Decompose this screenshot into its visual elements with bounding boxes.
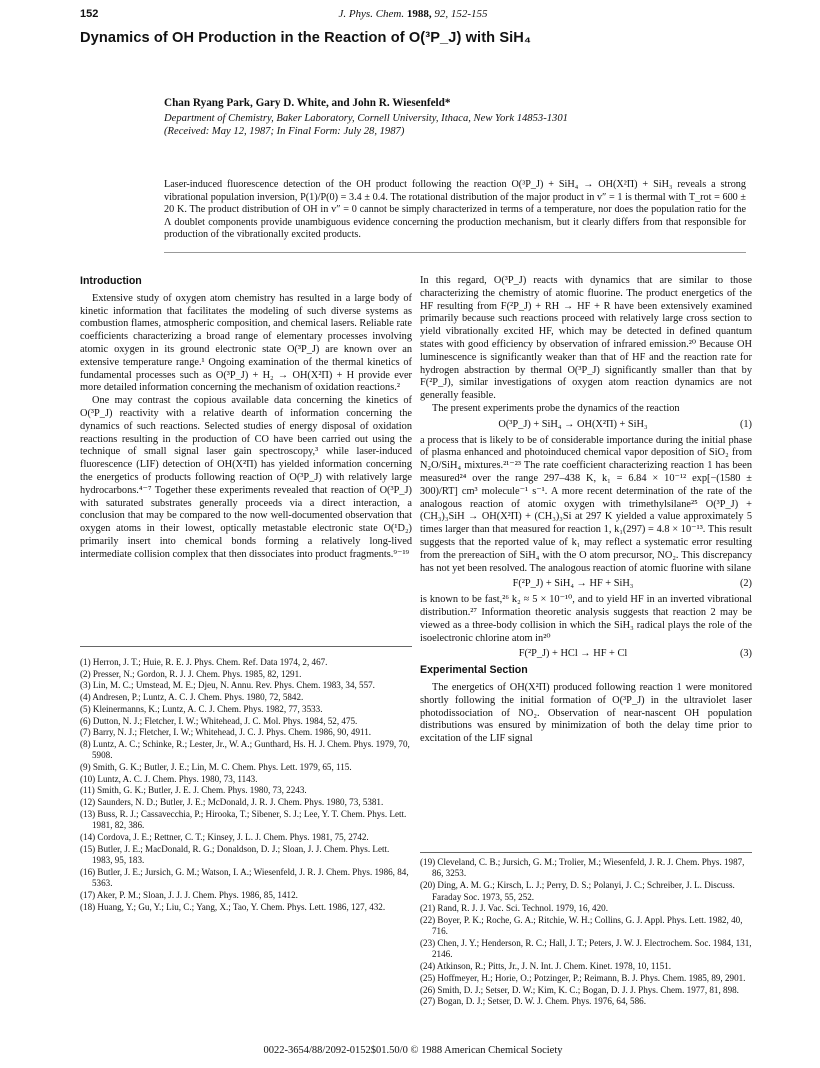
affiliation-block: [164, 112, 724, 138]
equation-2-number: (2): [739, 578, 752, 590]
author-list: Chan Ryang Park, Gary D. White, and John R. Wiesenfeld*: [164, 97, 451, 109]
article-title: Dynamics of OH Production in the Reaction of O(³P_J) with SiH₄: [80, 30, 532, 46]
journal-citation: [80, 8, 746, 20]
equation-3-number: (3): [739, 648, 752, 660]
introduction-paragraph-2: One may contrast the copious available data concerning the kinetics of O(³P_J) reactivity with a relative dearth of information concerning the dynamics of such reactions. Selected studies of energy disposal of oxidation reactions resulting in the production of CO have been carried out using the technique of small signal laser gain spectroscopy,³ while laser-induced fluorescence (LIF) detection of OH(X²Π) has yielded information concerning the energetics of products following reaction of O(³P_J) with relatively large hydrocarbons.⁴⁻⁷ Together these experiments revealed that reaction of O(³P_J) with saturated substrates generally proceeds via a direct interaction, a conclusion that may be compared to the now well-documented observation that oxygen atoms in their lowest, optically metastable electronic state O(¹D₂) primarily insert into chemical bonds forming a relatively long-lived intermediate collision complex that then dissociates into product fragments.⁹⁻¹⁹: [80, 395, 412, 560]
reference-item: (23) Chen, J. Y.; Henderson, R. C.; Hall, J. T.; Peters, J. W. J. Electrochem. Soc. 1984, 131, 2146.: [420, 938, 752, 960]
equation-3: [420, 648, 752, 661]
equation-3-expression: F(²P_J) + HCl → HF + Cl: [518, 648, 628, 660]
right-paragraph-5: The energetics of OH(X²Π) produced following reaction 1 were monitored shortly following the initial formation of O(³P_J) in the ultraviolet laser photodissociation of NO₂. Observation of near-nascent OH population distributions was ensured by minimization of both the delay time prior to excitation of the LIF signal: [420, 681, 752, 745]
received-dates: (Received: May 12, 1987; In Final Form: July 28, 1987): [164, 126, 405, 137]
reference-item: (10) Luntz, A. C. J. Chem. Phys. 1980, 73, 1143.: [80, 773, 258, 784]
reference-item: (24) Atkinson, R.; Pitts, Jr., J. N. Int. J. Chem. Kinet. 1978, 10, 1151.: [420, 961, 672, 972]
running-header: [80, 8, 746, 26]
introduction-heading: Introduction: [80, 275, 142, 287]
reference-item: (16) Butler, J. E.; Jursich, G. M.; Watson, I. A.; Wiesenfeld, J. R. J. Chem. Phys. 1986, 84, 5363.: [80, 866, 409, 889]
equation-1: [420, 419, 752, 432]
left-column: [80, 275, 412, 562]
introduction-paragraph-1: Extensive study of oxygen atom chemistry has resulted in a large body of kinetic information that facilitates the modeling of such diverse systems as combustion flames, atmospheric composition, and chemical lasers. Reliable rate coefficients characterizing a broad range of elementary processes involving atomic oxygen in its ground electronic state O(³P_J) are known over an extensive temperature range.¹ Ongoing examination of the thermal kinetics of fundamental processes such as O(³P_J) + H₂ → OH(X²Π) + H provide ever more detailed information concerning the mechanism of oxidation reactions.²: [80, 292, 412, 394]
reference-item: (21) Rand, R. J. J. Vac. Sci. Technol. 1979, 16, 420.: [420, 903, 608, 914]
right-column: [420, 275, 752, 746]
reference-item: (15) Butler, J. E.; MacDonald, R. G.; Donaldson, D. J.; Sloan, J. J. Chem. Phys. Lett. 1983, 95, 183.: [80, 843, 390, 866]
reference-item: (25) Hoffmeyer, H.; Horie, O.; Potzinger, P.; Reimann, B. J. Phys. Chem. 1985, 89, 2901.: [420, 972, 746, 983]
reference-item: (27) Bogan, D. J.; Setser, D. W. J. Chem. Phys. 1976, 64, 586.: [420, 996, 646, 1007]
reference-item: (20) Ding, A. M. G.; Kirsch, L. J.; Perry, D. S.; Polanyi, J. C.; Schreiber, J. L. Discuss. Faraday Soc. 1973, 55, 252.: [420, 880, 735, 902]
reference-item: (11) Smith, G. K.; Butler, J. E. J. Chem. Phys. 1980, 73, 2243.: [80, 785, 307, 796]
journal-year: 1988,: [406, 8, 432, 20]
reference-item: (9) Smith, G. K.; Butler, J. E.; Lin, M. C. Chem. Phys. Lett. 1979, 65, 115.: [80, 762, 352, 773]
reference-item: (14) Cordova, J. E.; Rettner, C. T.; Kinsey, J. L. J. Chem. Phys. 1981, 75, 2742.: [80, 831, 369, 842]
page-number: 152: [80, 8, 99, 20]
abstract-divider: [164, 252, 746, 253]
journal-volume-pages: 92, 152-155: [434, 8, 488, 20]
reference-item: (5) Kleinermanns, K.; Luntz, A. C. J. Chem. Phys. 1982, 77, 3533.: [80, 703, 323, 714]
references-left: [80, 646, 412, 913]
journal-name: J. Phys. Chem.: [338, 8, 405, 20]
reference-item: (26) Smith, D. J.; Setser, D. W.; Kim, K. C.; Bogan, D. J. J. Phys. Chem. 1977, 81, 898.: [420, 984, 739, 995]
experimental-heading: Experimental Section: [420, 664, 528, 677]
reference-item: (12) Saunders, N. D.; Butler, J. E.; McDonald, J. R. J. Chem. Phys. 1980, 73, 5381.: [80, 797, 384, 808]
references-right: [420, 852, 752, 1008]
reference-item: (18) Huang, Y.; Gu, Y.; Liu, C.; Yang, X.; Tao, Y. Chem. Phys. Lett. 1986, 127, 432.: [80, 901, 386, 912]
reference-item: (4) Andresen, P.; Luntz, A. C. J. Chem. Phys. 1980, 72, 5842.: [80, 692, 304, 703]
affiliation: Department of Chemistry, Baker Laboratory, Cornell University, Ithaca, New York 14853-1301: [164, 113, 568, 124]
reference-item: (2) Presser, N.; Gordon, R. J. J. Chem. Phys. 1985, 82, 1291.: [80, 668, 302, 679]
equation-1-expression: O(³P_J) + SiH₄ → OH(X²Π) + SiH₃: [498, 418, 648, 430]
equation-1-number: (1): [739, 418, 752, 430]
abstract: Laser-induced fluorescence detection of the OH product following the reaction O(³P_J) + SiH₄ → OH(X²Π) + SiH₃ reveals a strong vibrational population inversion, P(1)/P(0) = 3.4 ± 0.4. The rotational distribution of the major product in v″ = 1 is thermal with T_rot = 600 ± 20 K. The product distribution of OH in v″ = 0 cannot be simply characterized in terms of a temperature, nor does the population ratio for the Λ doublet components provide unambiguous evidence concerning the production mechanism, but it clearly differs from that responsible for production of the vibrationally excited products.: [164, 179, 746, 241]
reference-item: (17) Aker, P. M.; Sloan, J. J. J. Chem. Phys. 1986, 85, 1412.: [80, 889, 298, 900]
right-paragraph-1: In this regard, O(³P_J) reacts with dynamics that are similar to those characterizing the chemistry of atomic fluorine. The product energetics of the HF resulting from F(²P_J) + RH → HF + R have been extensively examined primarily because such reactions proceed with relatively large cross section to yield vibrationally excited HF, which may be detected in defined quantum states with good efficiency by observation of infrared emission.²⁰ Because OH luminescence is significantly weaker than that of HF and the reaction rate for hydrogen abstraction by thermal O(³P_J) significantly smaller than that by F(²P_J), similar investigations of oxygen atom reaction dynamics are not generally feasible.: [420, 275, 752, 402]
reference-item: (13) Buss, R. J.; Cassavecchia, P.; Hirooka, T.; Sibener, S. J.; Lee, Y. T. Chem. Phys. Lett. 1981, 82, 386.: [80, 808, 407, 831]
reference-item: (1) Herron, J. T.; Huie, R. E. J. Phys. Chem. Ref. Data 1974, 2, 467.: [80, 657, 328, 667]
reference-item: (7) Barry, N. J.; Fletcher, I. W.; Whitehead, J. C. J. Phys. Chem. 1986, 90, 4911.: [80, 727, 372, 738]
equation-2-expression: F(²P_J) + SiH₄ → HF + SiH₃: [512, 578, 634, 590]
reference-item: (19) Cleveland, C. B.; Jursich, G. M.; Trolier, M.; Wiesenfeld, J. R. J. Chem. Phys. 1987, 86, 3253.: [420, 857, 745, 879]
reference-item: (3) Lin, M. C.; Umstead, M. E.; Djeu, N. Annu. Rev. Phys. Chem. 1983, 34, 557.: [80, 680, 375, 691]
reference-item: (22) Boyer, P. K.; Roche, G. A.; Ritchie, W. H.; Collins, G. J. Appl. Phys. Lett. 1982, 40, 716.: [420, 914, 743, 937]
reference-item: (8) Luntz, A. C.; Schinke, R.; Lester, Jr., W. A.; Gunthard, Hs. H. J. Chem. Phys. 1979, 70, 5908.: [80, 738, 410, 761]
right-paragraph-4: is known to be fast,²⁶ k₂ ≈ 5 × 10⁻¹⁰, and to yield HF in an inverted vibrational distribution.²⁷ Information theoretic analysis suggests that reaction 2 may be viewed as a three-body collision in which the SiH₃ radical plays the role of the isoelectronic chlorine atom in²⁰: [420, 594, 752, 644]
reference-item: (6) Dutton, N. J.; Fletcher, I. W.; Whitehead, J. C. Mol. Phys. 1984, 52, 475.: [80, 715, 358, 726]
copyright-footer: 0022-3654/88/2092-0152$01.50/0 © 1988 American Chemical Society: [263, 1045, 563, 1056]
right-paragraph-3: a process that is likely to be of considerable importance during the initial phase of plasma enhanced and photoinduced chemical vapor deposition of SiO₂ from N₂O/SiH₄ mixtures.²¹⁻²³ The rate coefficient characterizing reaction 1 has been measured²⁴ over the range 297–438 K, k₁ = 6.84 × 10⁻¹² exp[−(1580 ± 300)/RT] cm³ molecule⁻¹ s⁻¹. A more recent determination of the rate of the analogous reaction of atomic oxygen with trimethylsilane²⁵ O(³P_J) + (CH₃)₃SiH → OH(X²Π) + (CH₃)₃Si at 297 K yielded a value approximately 5 times larger than that measured for reaction 1, k₁(297) = 4.8 × 10⁻¹³. This result suggests that the reported value of k₁ may reflect a systematic error resulting from the prereaction of SiH₄ with the O atom precursor, NO₂. This discrepancy has not yet been resolved. The analogous reaction of atomic fluorine with silane: [420, 434, 752, 574]
right-paragraph-2: The present experiments probe the dynamics of the reaction: [432, 402, 680, 414]
equation-2: [420, 578, 752, 591]
